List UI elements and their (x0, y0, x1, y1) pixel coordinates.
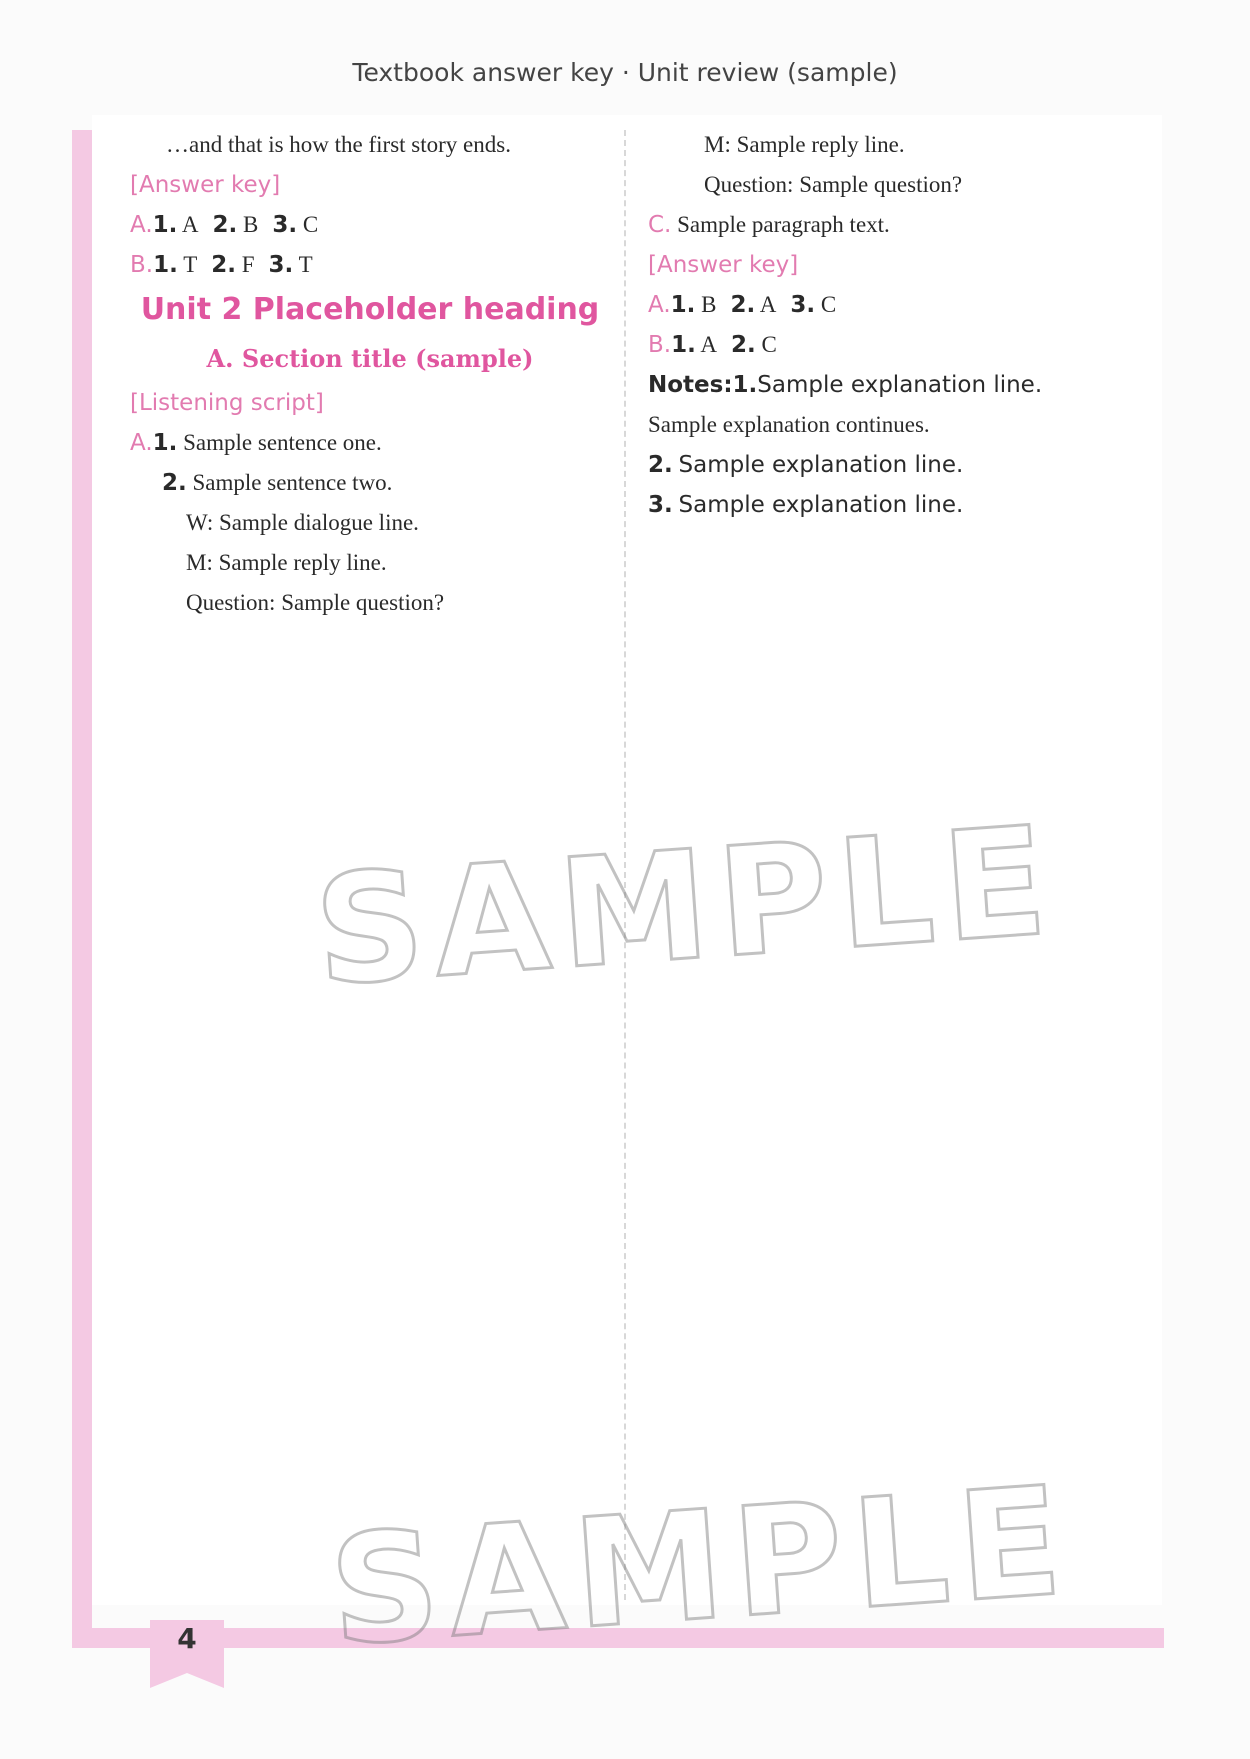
page-header: Textbook answer key · Unit review (sample) (352, 58, 898, 87)
question-group-mark: A. (130, 430, 153, 456)
item-number: 3. (790, 292, 816, 318)
answer-item (269, 252, 313, 277)
right-column (648, 125, 1128, 525)
line-text: …and that is how the first story ends. (166, 132, 511, 157)
answer-item (671, 212, 889, 237)
explanation-label: Notes: (648, 372, 733, 398)
left-column (130, 125, 610, 623)
line-text: Sample explanation continues. (648, 412, 930, 437)
text-line (130, 543, 610, 583)
item-value: Sample sentence two. (192, 470, 393, 495)
item-value: B (701, 292, 717, 317)
item-number: 1. (670, 292, 696, 318)
unit-title: Unit 2 Placeholder heading (140, 292, 600, 327)
item-number: 1. (153, 252, 178, 278)
text-line (130, 583, 610, 623)
text-line (648, 325, 1128, 365)
watermark: SAMPLE (324, 1454, 1077, 1680)
item-number: 3. (268, 252, 294, 278)
text-line (130, 205, 610, 245)
answer-item (730, 292, 776, 317)
text-line (130, 503, 610, 543)
answer-item (153, 252, 197, 277)
item-number: 2. (211, 252, 236, 278)
text-line (648, 125, 1128, 165)
text-line (648, 285, 1128, 325)
text-line (648, 205, 1128, 245)
item-value: Sample sentence one. (183, 430, 382, 455)
item-number: 1. (152, 430, 178, 456)
text-line (130, 463, 610, 503)
section-label: [Listening script] (130, 390, 324, 416)
item-value: A (759, 292, 777, 317)
answer-item (671, 332, 717, 357)
answer-item (790, 292, 836, 317)
question-group-mark: B. (130, 252, 154, 278)
item-number: 2. (212, 212, 238, 238)
line-text: W: Sample dialogue line. (186, 510, 419, 535)
line-text: M: Sample reply line. (186, 550, 387, 575)
line-text: Question: Sample question? (186, 590, 445, 615)
question-group-mark: A. (130, 212, 153, 238)
item-number: 1. (152, 212, 178, 238)
text-line (648, 165, 1128, 205)
item-number: 1. (732, 372, 758, 398)
item-value: B (243, 212, 259, 237)
section-label: [Answer key] (648, 252, 799, 278)
item-number: 2. (648, 452, 673, 478)
item-number: 3. (272, 212, 298, 238)
item-number: 2. (162, 470, 187, 496)
question-group-mark: A. (648, 292, 671, 318)
line-text: Question: Sample question? (704, 172, 963, 197)
item-number: 2. (730, 332, 756, 358)
watermark: SAMPLE (309, 794, 1062, 1020)
question-group-mark: C. (648, 212, 672, 238)
text-line (130, 125, 610, 165)
text-line (130, 423, 610, 463)
section-label: [Answer key] (130, 172, 281, 198)
text-line (648, 365, 1128, 405)
item-value: C (761, 332, 777, 357)
item-value: C (302, 212, 319, 237)
answer-item (162, 470, 392, 495)
item-value: Sample paragraph text. (677, 212, 890, 237)
item-value: T (298, 252, 313, 277)
answer-item (211, 252, 254, 277)
item-value: A (700, 332, 717, 357)
item-value: F (241, 252, 255, 277)
answer-item (671, 292, 717, 317)
explanation-text: Sample explanation line. (678, 492, 964, 518)
answer-item (213, 212, 259, 237)
item-value: T (183, 252, 198, 277)
explanation-text: Sample explanation line. (757, 372, 1043, 398)
answer-item (153, 212, 199, 237)
answer-item (731, 332, 777, 357)
text-line (130, 165, 610, 205)
item-number: 1. (671, 332, 696, 358)
text-line (648, 445, 1128, 485)
item-number: 2. (730, 292, 756, 318)
line-text: M: Sample reply line. (704, 132, 905, 157)
text-line (130, 245, 610, 285)
section-title: A. Section title (sample) (206, 344, 534, 373)
explanation-text: Sample explanation line. (678, 452, 964, 478)
item-value: C (820, 292, 837, 317)
answer-item (153, 430, 382, 455)
answer-item (272, 212, 318, 237)
question-group-mark: B. (648, 332, 672, 358)
item-value: A (181, 212, 199, 237)
item-number: 3. (648, 492, 673, 518)
text-line (648, 245, 1128, 285)
text-line (648, 405, 1128, 445)
page-number: 4 (177, 1622, 197, 1655)
text-line (130, 383, 610, 423)
text-line (648, 485, 1128, 525)
